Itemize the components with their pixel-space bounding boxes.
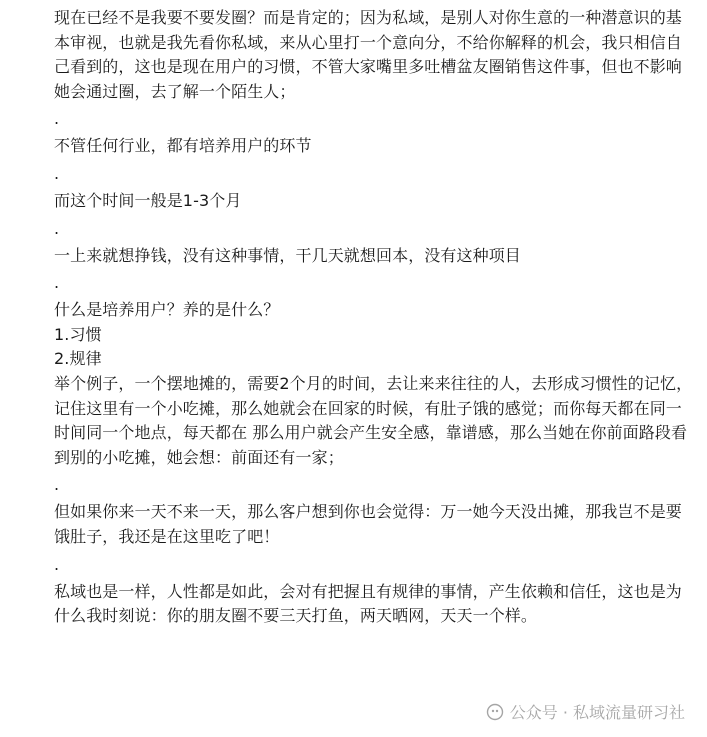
list-item-habit: 1.习惯 xyxy=(54,324,102,344)
watermark-text: 公众号 · 私域流量研习社 xyxy=(509,703,685,722)
paragraph-2: 不管任何行业，都有培养用户的环节 xyxy=(54,136,312,156)
separator-dot: . xyxy=(54,554,60,574)
paragraph-5: 但如果你来一天不来一天，那么客户想到你也会觉得：万一她今天没出摊，那我岂不是要饿肚子，我还是在这里吃了吧！ xyxy=(54,502,682,546)
separator-dot: . xyxy=(54,218,60,238)
separator-dot: . xyxy=(54,109,60,129)
paragraph-3: 而这个时间一般是1-3个月 xyxy=(54,190,242,210)
list-item-rule: 2.规律 xyxy=(54,349,102,369)
separator-dot: . xyxy=(54,273,60,293)
paragraph-question: 什么是培养用户？养的是什么？ xyxy=(54,300,280,320)
watermark xyxy=(486,700,685,723)
wechat-official-account-icon xyxy=(486,703,504,721)
article-body xyxy=(54,6,694,629)
paragraph-6: 私域也是一样，人性都是如此，会对有把握且有规律的事情，产生依赖和信任，这也是为什么我时刻说：你的朋友圈不要三天打鱼，两天晒网，天天一个样。 xyxy=(54,581,682,626)
paragraph-4: 一上来就想挣钱，没有这种事情，干几天就想回本，没有这种项目 xyxy=(54,245,521,265)
separator-dot: . xyxy=(54,475,60,495)
separator-dot: . xyxy=(54,163,60,183)
paragraph-example: 举个例子，一个摆地摊的，需要2个月的时间，去让来来往往的人，去形成习惯性的记忆，记住这里有一个小吃摊，那么她就会在回家的时候，有肚子饿的感觉；而你每天都在同一时间同一个地点，每天都在 那么用户就会产生安全感，靠谱感，那么当她在你前面路段看到别的小吃摊，她会想：前面还有一家； xyxy=(54,373,693,467)
paragraph-1: 现在已经不是我要不要发圈？而是肯定的；因为私域，是别人对你生意的一种潜意识的基本审视，也就是我先看你私域，来从心里打一个意向分，不给你解释的机会，我只相信自己看到的，这也是现在用户的习惯，不管大家嘴里多吐槽盆友圈销售这件事，但也不影响她会通过圈，去了解一个陌生人； xyxy=(54,8,682,101)
